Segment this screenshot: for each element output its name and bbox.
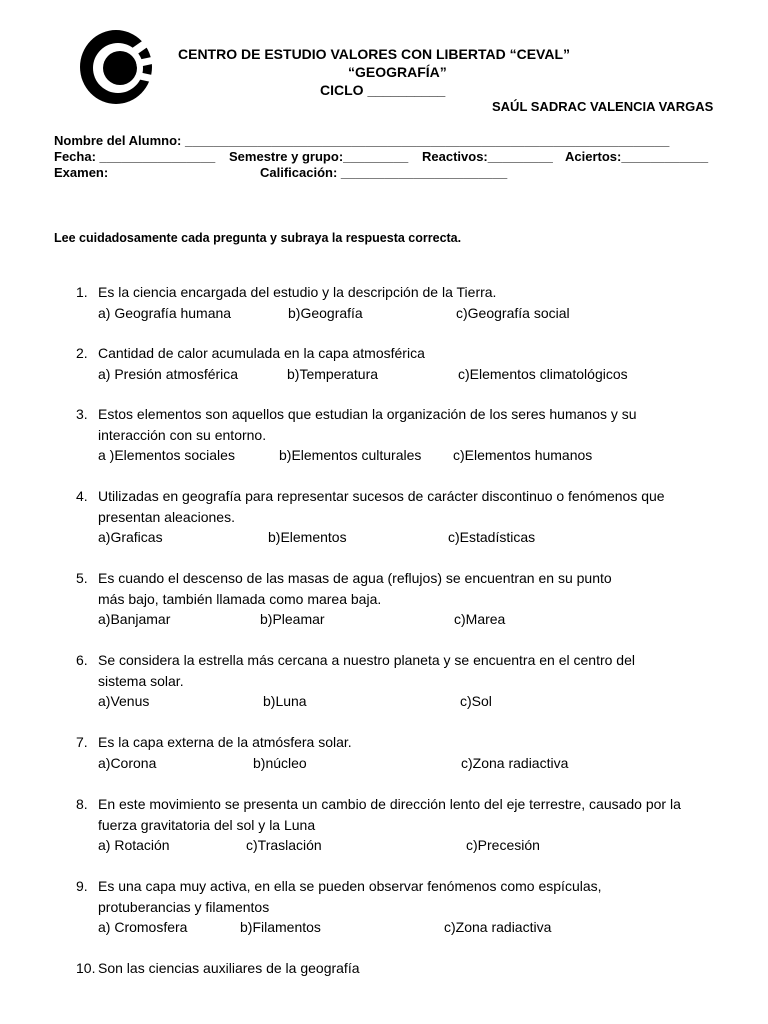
question-10 bbox=[76, 958, 736, 979]
option-a: a )Elementos sociales bbox=[98, 447, 235, 463]
grade-field: Calificación: _______________________ bbox=[260, 165, 508, 180]
question-1 bbox=[76, 282, 736, 323]
option-b: b)Geografía bbox=[288, 304, 363, 321]
option-a: a)Corona bbox=[98, 754, 157, 771]
option-b: b)Pleamar bbox=[260, 611, 325, 627]
question-number: 5. bbox=[76, 570, 88, 586]
date-field: Fecha: ________________ bbox=[54, 149, 216, 164]
option-b: c)Traslación bbox=[246, 837, 322, 853]
option-c: c)Precesión bbox=[466, 837, 540, 853]
question-number: 8. bbox=[76, 796, 88, 812]
option-a: a) Cromosfera bbox=[98, 919, 188, 935]
question-number: 2. bbox=[76, 345, 88, 361]
option-c: c)Marea bbox=[454, 611, 506, 627]
option-b: b)Elementos culturales bbox=[279, 447, 422, 463]
option-a: a) Geografía humana bbox=[98, 304, 232, 321]
question-7 bbox=[76, 732, 736, 773]
option-a: a)Venus bbox=[98, 693, 150, 709]
question-text-cont: más bajo, también llamada como marea baja. bbox=[98, 590, 382, 607]
question-text: En este movimiento se presenta un cambio de dirección lento del eje terrestre, causado por la bbox=[98, 796, 681, 812]
question-text: Es cuando el descenso de las masas de agua (reflujos) se encuentran en su punto bbox=[98, 570, 612, 586]
question-3 bbox=[76, 404, 736, 466]
teacher-name: SAÚL SADRAC VALENCIA VARGAS bbox=[492, 99, 714, 114]
instructions: Lee cuidadosamente cada pregunta y subraya la respuesta correcta. bbox=[54, 231, 462, 245]
question-number: 1. bbox=[76, 284, 88, 300]
student-name-field: Nombre del Alumno: ___________________________________________________________________ bbox=[54, 133, 670, 148]
question-text: Son las ciencias auxiliares de la geografía bbox=[98, 960, 360, 976]
option-a: a) Rotación bbox=[98, 837, 170, 853]
option-b: b)núcleo bbox=[253, 754, 307, 771]
question-number: 6. bbox=[76, 652, 88, 668]
option-a: a)Banjamar bbox=[98, 611, 171, 627]
question-number: 10. bbox=[76, 960, 96, 976]
question-4 bbox=[76, 486, 736, 548]
cycle-label: CICLO __________ bbox=[320, 82, 446, 98]
question-text: Es una capa muy activa, en ella se pueden observar fenómenos como espículas, bbox=[98, 878, 602, 894]
question-text-cont: protuberancias y filamentos bbox=[98, 898, 270, 915]
question-number: 7. bbox=[76, 734, 88, 750]
question-5 bbox=[76, 568, 736, 630]
question-text: Es la capa externa de la atmósfera solar. bbox=[98, 734, 352, 750]
option-c: c)Sol bbox=[460, 693, 492, 709]
option-c: c)Zona radiactiva bbox=[444, 919, 552, 935]
option-c: c)Zona radiactiva bbox=[461, 754, 569, 771]
hits-field: Aciertos:____________ bbox=[565, 149, 709, 164]
question-text-cont: interacción con su entorno. bbox=[98, 426, 267, 443]
option-b: b)Temperatura bbox=[287, 365, 379, 382]
exam-label: Examen: bbox=[54, 165, 109, 180]
option-c: c)Elementos climatológicos bbox=[458, 365, 628, 382]
option-a: a)Graficas bbox=[98, 529, 163, 545]
question-text: Cantidad de calor acumulada en la capa atmosférica bbox=[98, 345, 425, 361]
semester-group-field: Semestre y grupo:_________ bbox=[229, 149, 409, 164]
option-b: b)Filamentos bbox=[240, 919, 321, 935]
question-text-cont: fuerza gravitatoria del sol y la Luna bbox=[98, 816, 316, 833]
question-2 bbox=[76, 343, 736, 384]
question-text: Es la ciencia encargada del estudio y la descripción de la Tierra. bbox=[98, 284, 497, 300]
question-text-cont: presentan aleaciones. bbox=[98, 508, 235, 525]
option-c: c)Elementos humanos bbox=[453, 447, 593, 463]
question-8 bbox=[76, 794, 736, 856]
question-9 bbox=[76, 876, 736, 938]
question-text: Utilizadas en geografía para representar sucesos de carácter discontinuo o fenómenos que bbox=[98, 488, 665, 504]
option-c: c)Estadísticas bbox=[448, 529, 536, 545]
question-number: 3. bbox=[76, 406, 88, 422]
question-number: 4. bbox=[76, 488, 88, 504]
question-6 bbox=[76, 650, 736, 712]
option-a: a) Presión atmosférica bbox=[98, 365, 239, 382]
option-c: c)Geografía social bbox=[456, 304, 570, 321]
question-text: Estos elementos son aquellos que estudian la organización de los seres humanos y su bbox=[98, 406, 637, 422]
school-name: CENTRO DE ESTUDIO VALORES CON LIBERTAD “CEVAL” bbox=[178, 46, 571, 62]
reactives-field: Reactivos:_________ bbox=[422, 149, 553, 164]
question-text-cont: sistema solar. bbox=[98, 672, 184, 689]
subject-title: “GEOGRAFÍA” bbox=[348, 64, 447, 80]
question-number: 9. bbox=[76, 878, 88, 894]
school-logo bbox=[80, 28, 154, 106]
option-b: b)Luna bbox=[263, 693, 307, 709]
option-b: b)Elementos bbox=[268, 529, 347, 545]
question-text: Se considera la estrella más cercana a nuestro planeta y se encuentra en el centro del bbox=[98, 652, 635, 668]
